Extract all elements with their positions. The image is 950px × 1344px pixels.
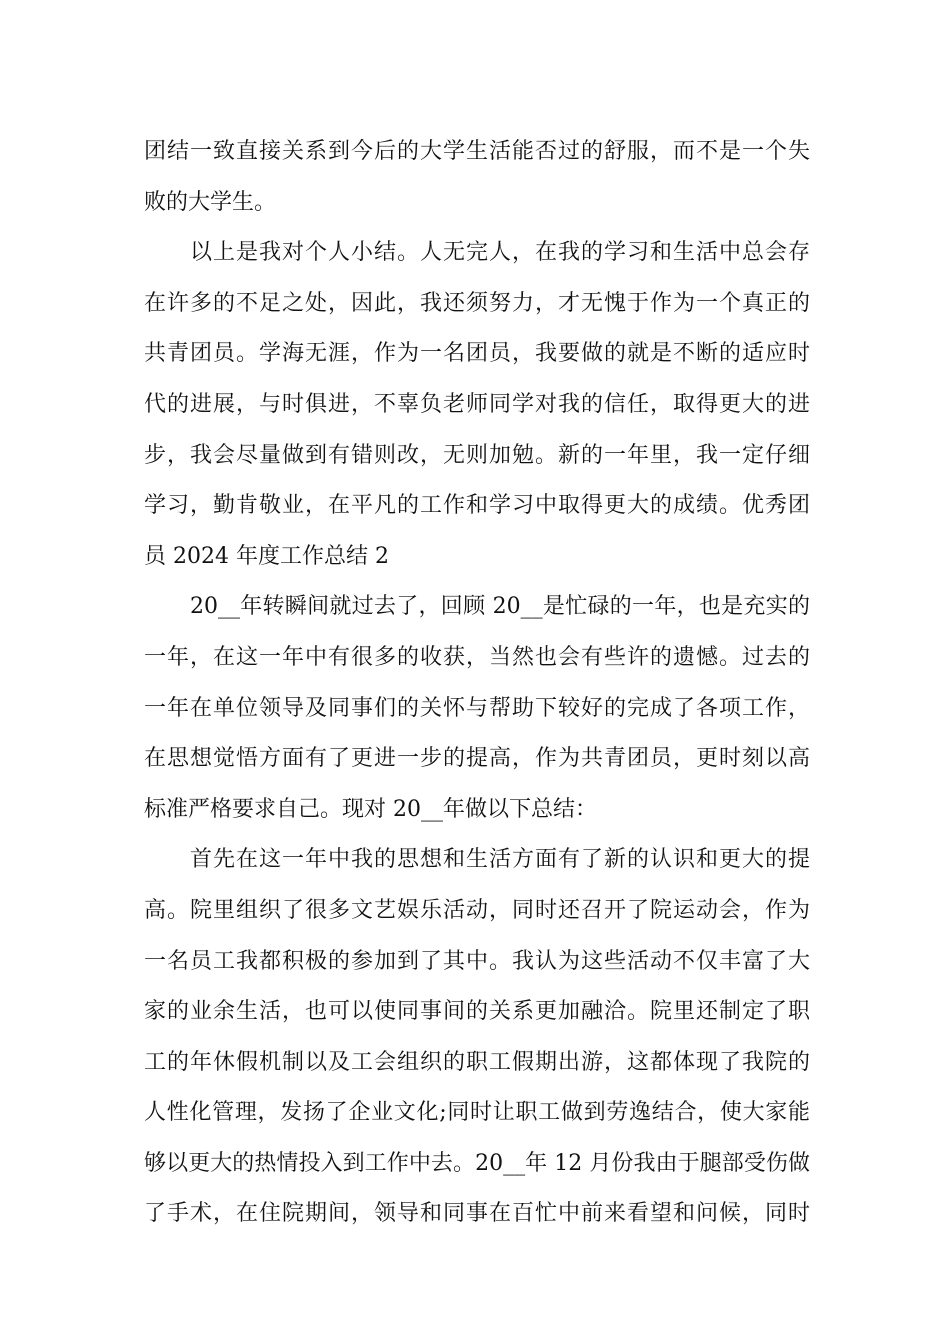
text-line: 一名员工我都积极的参加到了其中。我认为这些活动不仅丰富了大 — [144, 948, 810, 974]
text-line: 高。院里组织了很多文艺娱乐活动，同时还召开了院运动会，作为 — [144, 897, 810, 923]
text-line: 代的进展，与时俱进，不辜负老师同学对我的信任，取得更大的进 — [144, 391, 810, 417]
text-line: 家的业余生活，也可以使同事间的关系更加融洽。院里还制定了职 — [144, 999, 810, 1025]
text-line: 工的年休假机制以及工会组织的职工假期出游，这都体现了我院的 — [144, 1049, 810, 1075]
section-title-line: 员 2024 年度工作总结 2 — [144, 543, 389, 569]
text-line: 一年在单位领导及同事们的关怀与帮助下较好的完成了各项工作， — [144, 695, 810, 721]
text-line: 一年，在这一年中有很多的收获，当然也会有些许的遗憾。过去的 — [144, 644, 810, 670]
text-line: 了手术，在住院期间，领导和同事在百忙中前来看望和问候，同时 — [144, 1201, 810, 1227]
paragraph-start-line: 以上是我对个人小结。人无完人，在我的学习和生活中总会存 — [190, 240, 810, 266]
text-line: 共青团员。学海无涯，作为一名团员，我要做的就是不断的适应时 — [144, 341, 810, 367]
text-line: 团结一致直接关系到今后的大学生活能否过的舒服，而不是一个失 — [144, 139, 810, 164]
text-line: 够以更大的热情投入到工作中去。20__年 12 月份我由于腿部受伤做 — [144, 1150, 810, 1176]
text-line: 标准严格要求自己。现对 20__年做以下总结： — [144, 796, 597, 822]
text-line: 在思想觉悟方面有了更进一步的提高，作为共青团员，更时刻以高 — [144, 746, 810, 772]
text-line: 学习，勤肯敬业，在平凡的工作和学习中取得更大的成绩。优秀团 — [144, 493, 810, 519]
text-line: 败的大学生。 — [144, 189, 277, 215]
paragraph-start-line: 20__年转瞬间就过去了，回顾 20__是忙碌的一年，也是充实的 — [190, 594, 810, 620]
text-line: 人性化管理，发扬了企业文化;同时让职工做到劳逸结合，使大家能 — [144, 1100, 810, 1126]
document-body — [144, 127, 810, 1240]
paragraph-start-line: 首先在这一年中我的思想和生活方面有了新的认识和更大的提 — [190, 847, 810, 873]
text-line: 在许多的不足之处，因此，我还须努力，才无愧于作为一个真正的 — [144, 290, 810, 316]
text-line: 步，我会尽量做到有错则改，无则加勉。新的一年里，我一定仔细 — [144, 442, 810, 468]
